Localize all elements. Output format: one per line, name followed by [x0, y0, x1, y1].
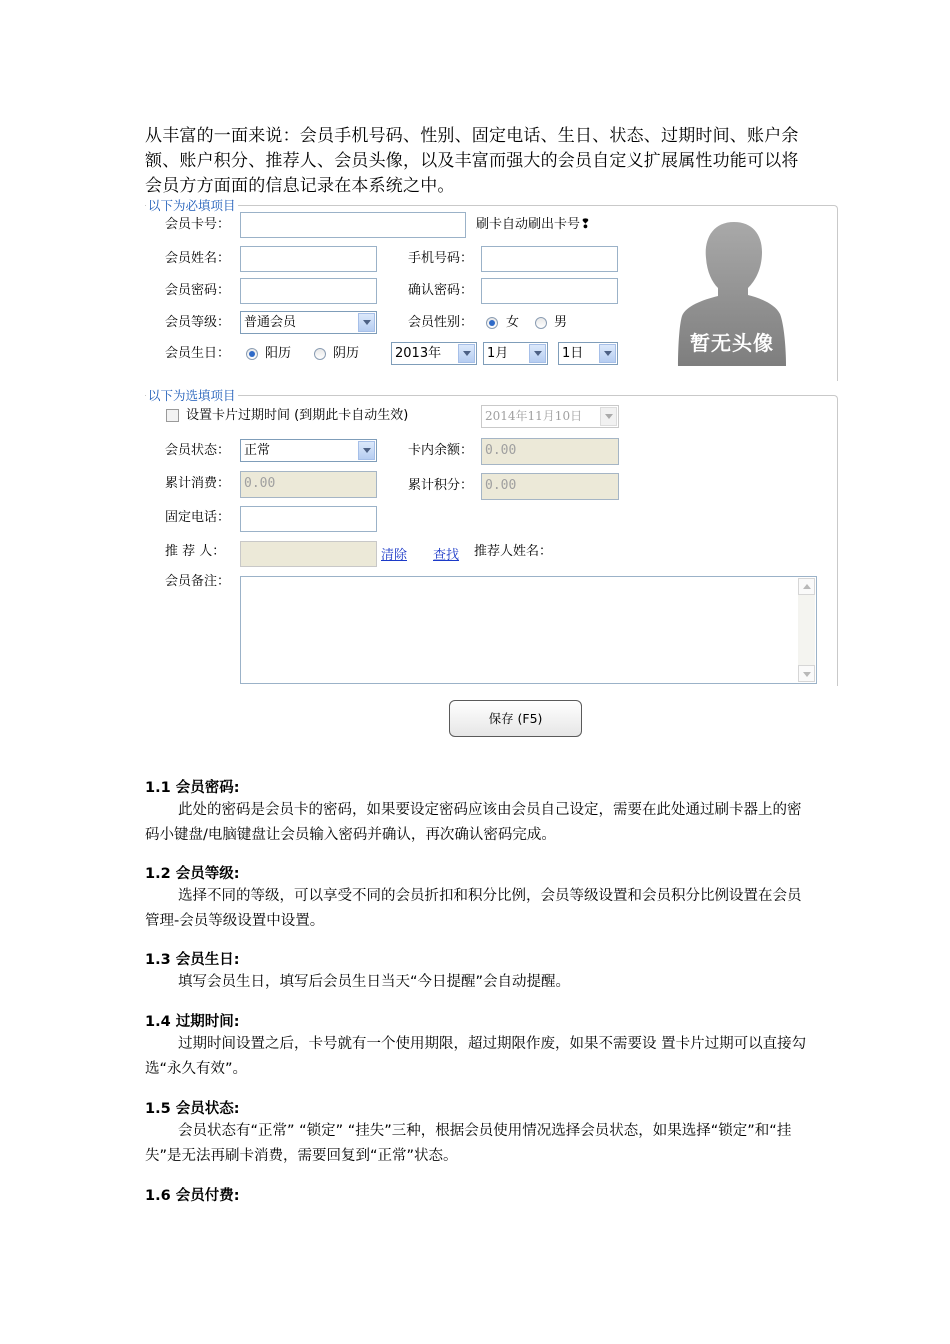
status-select[interactable] — [240, 439, 377, 462]
chevron-down-icon[interactable] — [358, 441, 375, 460]
gender-label: 会员性别： — [408, 315, 474, 330]
chevron-down-icon[interactable] — [599, 344, 616, 363]
year-select[interactable] — [391, 342, 477, 365]
expire-date-value: 2014年11月10日 — [485, 409, 583, 423]
points-input[interactable]: 0.00 — [481, 473, 619, 500]
gender-female-radio[interactable] — [486, 317, 498, 329]
card-no-input[interactable] — [240, 212, 466, 238]
card-hint: 刷卡自动刷出卡号❢ — [476, 217, 591, 232]
scroll-up-icon[interactable] — [798, 578, 815, 595]
password-label: 会员密码： — [165, 283, 231, 298]
status-label: 会员状态： — [165, 443, 231, 458]
day-select-value: 1日 — [562, 346, 584, 361]
chevron-down-icon[interactable] — [358, 313, 375, 332]
lunar-label: 阴历 — [333, 346, 360, 361]
referrer-input[interactable] — [240, 541, 377, 567]
level-label: 会员等级： — [165, 315, 231, 330]
remark-label: 会员备注： — [165, 574, 231, 589]
save-button[interactable]: 保存 (F5) — [449, 700, 582, 737]
section-heading: 1.4 过期时间: — [145, 1014, 240, 1030]
scroll-down-icon[interactable] — [798, 665, 815, 682]
solar-radio[interactable] — [246, 348, 258, 360]
gender-male-radio[interactable] — [535, 317, 547, 329]
password-input[interactable] — [240, 278, 377, 304]
section-text — [145, 970, 810, 995]
avatar-text: 暂无头像 — [690, 331, 774, 355]
section-text-content: 填写会员生日，填写后会员生日当天“今日提醒”会自动提醒。 — [178, 974, 571, 990]
expire-label: 设置卡片过期时间 (到期此卡自动生效) — [186, 408, 409, 423]
consume-label: 累计消费： — [165, 476, 231, 491]
section-text — [145, 1032, 810, 1082]
year-select-value: 2013年 — [395, 346, 442, 361]
intro-paragraph: 从丰富的一面来说：会员手机号码、性别、固定电话、生日、状态、过期时间、账户余额、账户积分、推荐人、会员头像，以及丰富而强大的会员自定义扩展属性功能可以将会员方方面面的信息记录在本系统之中。 — [145, 126, 799, 196]
section-text — [145, 884, 810, 934]
section-text-content: 会员状态有“正常” “锁定” “挂失”三种，根据会员使用情况选择会员状态，如果选择“锁定”和“挂失”是无法再刷卡消费，需要回复到“正常”状态。 — [145, 1123, 792, 1164]
section-text — [145, 1119, 810, 1169]
gender-female-label: 女 — [506, 315, 520, 330]
expire-checkbox[interactable] — [166, 409, 179, 422]
mobile-input[interactable] — [481, 246, 618, 272]
mobile-label: 手机号码： — [408, 251, 474, 266]
balance-label: 卡内余额： — [408, 443, 474, 458]
avatar — [668, 220, 790, 366]
remark-textarea[interactable] — [240, 576, 817, 684]
status-select-value: 正常 — [244, 443, 271, 458]
confirm-password-label: 确认密码： — [408, 283, 474, 298]
solar-label: 阳历 — [265, 346, 292, 361]
chevron-down-icon[interactable] — [600, 407, 617, 426]
month-select[interactable] — [483, 342, 548, 365]
required-legend: 以下为必填项目 — [148, 198, 236, 213]
card-no-label: 会员卡号： — [165, 217, 231, 232]
gender-male-label: 男 — [554, 315, 568, 330]
chevron-down-icon[interactable] — [529, 344, 546, 363]
search-link[interactable]: 查找 — [433, 548, 460, 563]
lunar-radio[interactable] — [314, 348, 326, 360]
section-heading: 1.2 会员等级: — [145, 866, 240, 882]
section-text-content: 选择不同的等级，可以享受不同的会员折扣和积分比例，会员等级设置和会员积分比例设置在会员管理-会员等级设置中设置。 — [145, 888, 802, 929]
consume-input[interactable]: 0.00 — [240, 471, 377, 498]
section-heading: 1.3 会员生日: — [145, 952, 240, 968]
clear-link[interactable]: 清除 — [381, 548, 408, 563]
referrer-label: 推 荐 人： — [165, 544, 226, 559]
points-label: 累计积分： — [408, 478, 474, 493]
section-text-content: 此处的密码是会员卡的密码，如果要设定密码应该由会员自己设定，需要在此处通过刷卡器上的密码小键盘/电脑键盘让会员输入密码并确认，再次确认密码完成。 — [145, 802, 802, 843]
level-select-value: 普通会员 — [244, 315, 297, 330]
name-input[interactable] — [240, 246, 377, 272]
birthday-label: 会员生日： — [165, 346, 231, 361]
level-select[interactable] — [240, 311, 377, 334]
section-text-content: 过期时间设置之后，卡号就有一个使用期限，超过期限作废，如果不需要设 置卡片过期可以直接勾选“永久有效”。 — [145, 1036, 807, 1077]
confirm-password-input[interactable] — [481, 278, 618, 304]
section-heading: 1.1 会员密码: — [145, 780, 240, 796]
month-select-value: 1月 — [487, 346, 509, 361]
balance-input[interactable]: 0.00 — [481, 438, 619, 465]
phone-label: 固定电话： — [165, 510, 231, 525]
section-heading: 1.6 会员付费: — [145, 1188, 240, 1204]
day-select[interactable] — [558, 342, 618, 365]
phone-input[interactable] — [240, 506, 377, 532]
chevron-down-icon[interactable] — [458, 344, 475, 363]
section-text — [145, 798, 810, 848]
referrer-name-label: 推荐人姓名： — [474, 544, 553, 559]
expire-date-select[interactable] — [481, 405, 619, 428]
scrollbar[interactable] — [798, 578, 815, 682]
section-heading: 1.5 会员状态: — [145, 1101, 240, 1117]
name-label: 会员姓名： — [165, 251, 231, 266]
optional-legend: 以下为选填项目 — [148, 388, 236, 403]
